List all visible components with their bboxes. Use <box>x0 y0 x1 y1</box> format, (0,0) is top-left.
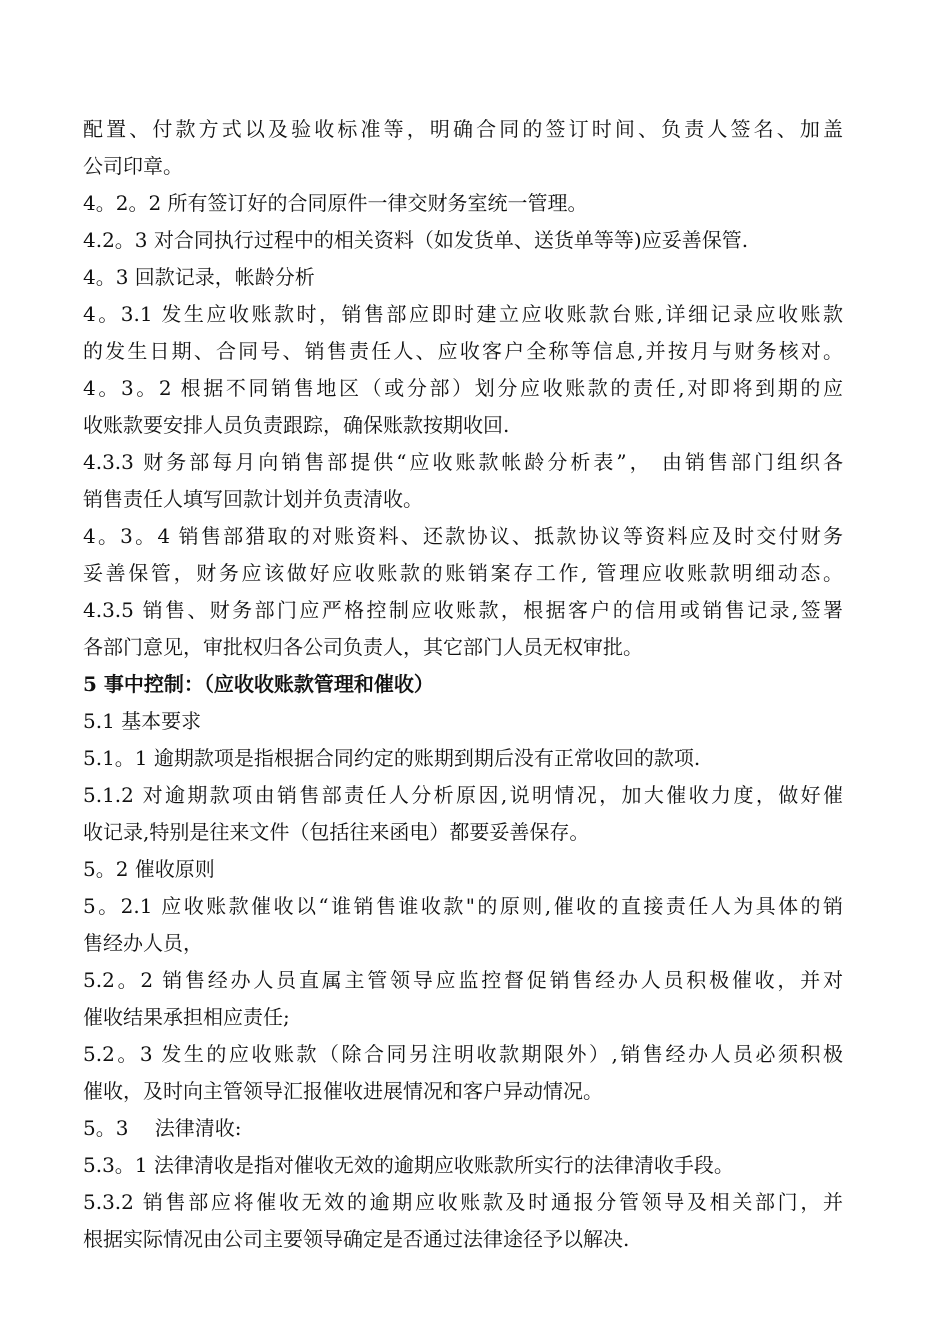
paragraph-line: 催收结果承担相应责任; <box>83 1005 290 1029</box>
paragraph-line: 公司印章。 <box>83 154 183 178</box>
paragraph-line: 的发生日期、合同号、销售责任人、应收客户全称等信息,并按月与财务核对。 <box>83 339 843 363</box>
section-5-2-heading: 5。2 催收原则 <box>83 857 215 881</box>
section-5-3-heading: 5。3 法律清收: <box>83 1116 242 1140</box>
paragraph-line: 收账款要安排人员负责跟踪，确保账款按期收回. <box>83 413 510 437</box>
clause-4-3-2: 4。3。2 根据不同销售地区（或分部）划分应收账款的责任,对即将到期的应 <box>83 376 843 400</box>
paragraph-line: 收记录,特别是往来文件（包括往来函电）都要妥善保存。 <box>83 820 590 844</box>
paragraph-line: 配置、付款方式以及验收标准等，明确合同的签订时间、负责人签名、加盖 <box>83 117 843 141</box>
paragraph-line: 销售责任人填写回款计划并负责清收。 <box>83 487 423 511</box>
clause-4-3-1: 4。3.1 发生应收账款时，销售部应即时建立应收账款台账,详细记录应收账款 <box>83 302 843 326</box>
clause-5-1-2: 5.1.2 对逾期款项由销售部责任人分析原因,说明情况，加大催收力度，做好催 <box>83 783 843 807</box>
clause-5-2-2: 5.2。2 销售经办人员直属主管领导应监控督促销售经办人员积极催收，并对 <box>83 968 843 992</box>
clause-4-3-3: 4.3.3 财务部每月向销售部提供“应收账款帐龄分析表”， 由销售部门组织各 <box>83 450 843 474</box>
section-5-1-heading: 5.1 基本要求 <box>83 709 202 733</box>
paragraph-line: 根据实际情况由公司主要领导确定是否通过法律途径予以解决. <box>83 1227 630 1251</box>
paragraph-line: 各部门意见，审批权归各公司负责人，其它部门人员无权审批。 <box>83 635 643 659</box>
clause-5-3-2: 5.3.2 销售部应将催收无效的逾期应收账款及时通报分管领导及相关部门，并 <box>83 1190 843 1214</box>
paragraph-line: 售经办人员， <box>83 931 203 955</box>
paragraph-line: 妥善保管，财务应该做好应收账款的账销案存工作, 管理应收账款明细动态。 <box>83 561 843 585</box>
document-body <box>83 111 843 1258</box>
clause-5-2-1: 5。2.1 应收账款催收以“谁销售谁收款"的原则,催收的直接责任人为具体的销 <box>83 894 843 918</box>
clause-4-3-5: 4.3.5 销售、财务部门应严格控制应收账款，根据客户的信用或销售记录,签署 <box>83 598 843 622</box>
paragraph-line: 催收，及时向主管领导汇报催收进展情况和客户异动情况。 <box>83 1079 603 1103</box>
clause-5-1-1: 5.1。1 逾期款项是指根据合同约定的账期到期后没有正常收回的款项. <box>83 746 701 770</box>
clause-5-2-3: 5.2。3 发生的应收账款（除合同另注明收款期限外）,销售经办人员必须积极 <box>83 1042 843 1066</box>
section-5-heading: 5 事中控制：（应收收账款管理和催收） <box>83 672 434 696</box>
clause-4-2-3: 4.2。3 对合同执行过程中的相关资料（如发货单、送货单等等)应妥善保管. <box>83 228 749 252</box>
clause-4-3-4: 4。3。4 销售部猎取的对账资料、还款协议、抵款协议等资料应及时交付财务 <box>83 524 843 548</box>
clause-4-2-2: 4。2。2 所有签订好的合同原件一律交财务室统一管理。 <box>83 191 588 215</box>
section-4-3-heading: 4。3 回款记录，帐龄分析 <box>83 265 315 289</box>
clause-5-3-1: 5.3。1 法律清收是指对催收无效的逾期应收账款所实行的法律清收手段。 <box>83 1153 734 1177</box>
